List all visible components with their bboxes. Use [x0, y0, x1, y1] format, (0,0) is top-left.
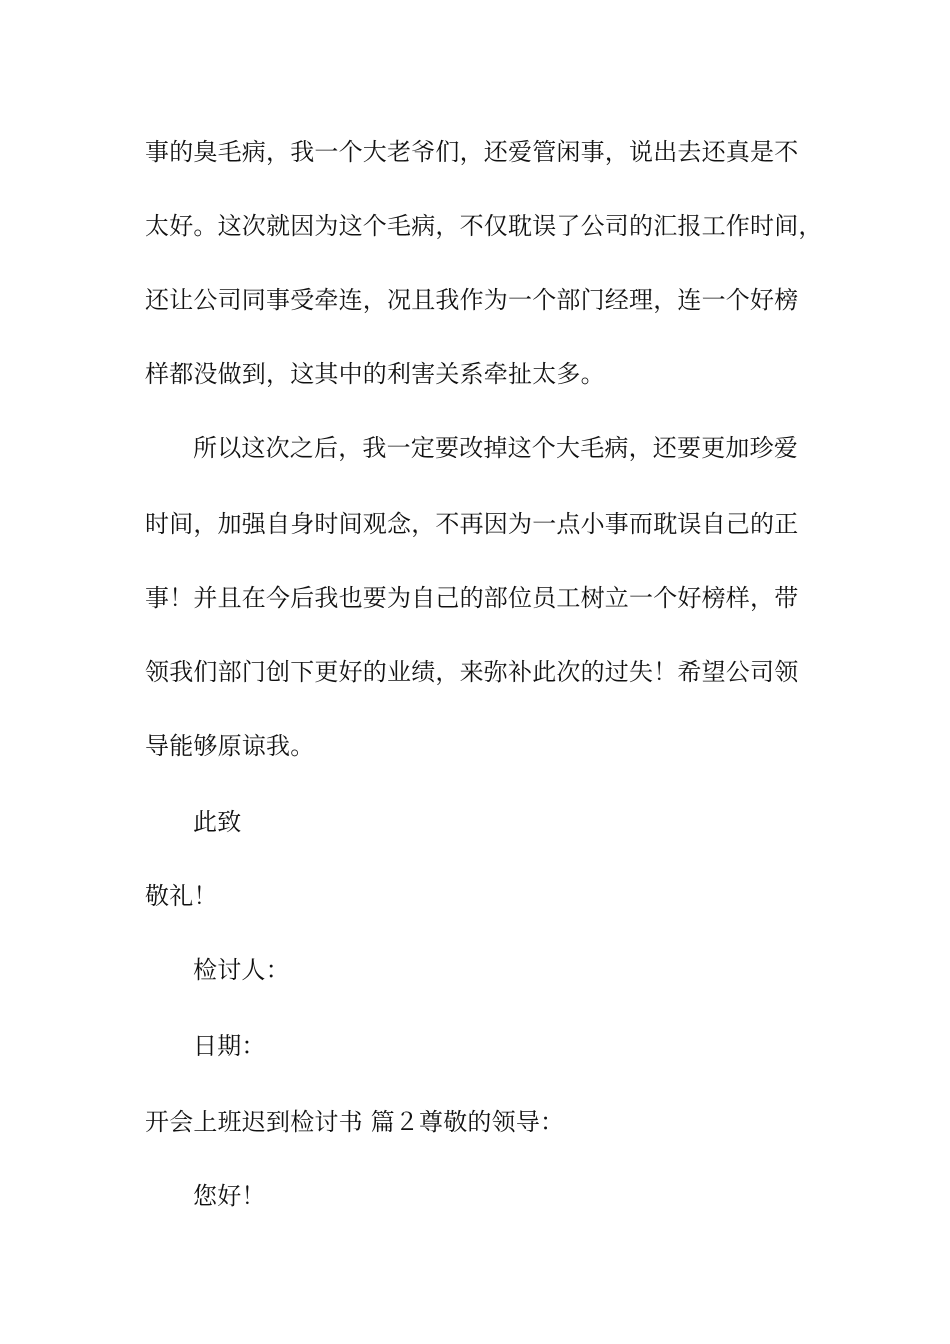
greeting-line: 您好！: [193, 1182, 266, 1210]
signature-label: 检讨人：: [193, 956, 290, 984]
paragraph-line: 领我们部门创下更好的业绩，来弥补此次的过失！希望公司领: [145, 658, 799, 686]
salutation-line: 此致: [193, 808, 242, 836]
paragraph-line: 时间，加强自身时间观念，不再因为一点小事而耽误自己的正: [145, 510, 799, 538]
date-label: 日期：: [193, 1032, 266, 1060]
paragraph-line: 所以这次之后，我一定要改掉这个大毛病，还要更加珍爱: [193, 434, 798, 462]
salutation-line: 敬礼！: [145, 882, 218, 910]
section-heading: 开会上班迟到检讨书 篇２尊敬的领导：: [145, 1108, 565, 1136]
paragraph-line: 还让公司同事受牵连，况且我作为一个部门经理，连一个好榜: [145, 286, 799, 314]
paragraph-line: 事！并且在今后我也要为自己的部位员工树立一个好榜样，带: [145, 584, 799, 612]
paragraph-line: 太好。这次就因为这个毛病，不仅耽误了公司的汇报工作时间，: [145, 212, 823, 240]
paragraph-line: 导能够原谅我。: [145, 732, 315, 760]
paragraph-line: 样都没做到，这其中的利害关系牵扯太多。: [145, 360, 605, 388]
paragraph-line: 事的臭毛病，我一个大老爷们，还爱管闲事，说出去还真是不: [145, 138, 799, 166]
